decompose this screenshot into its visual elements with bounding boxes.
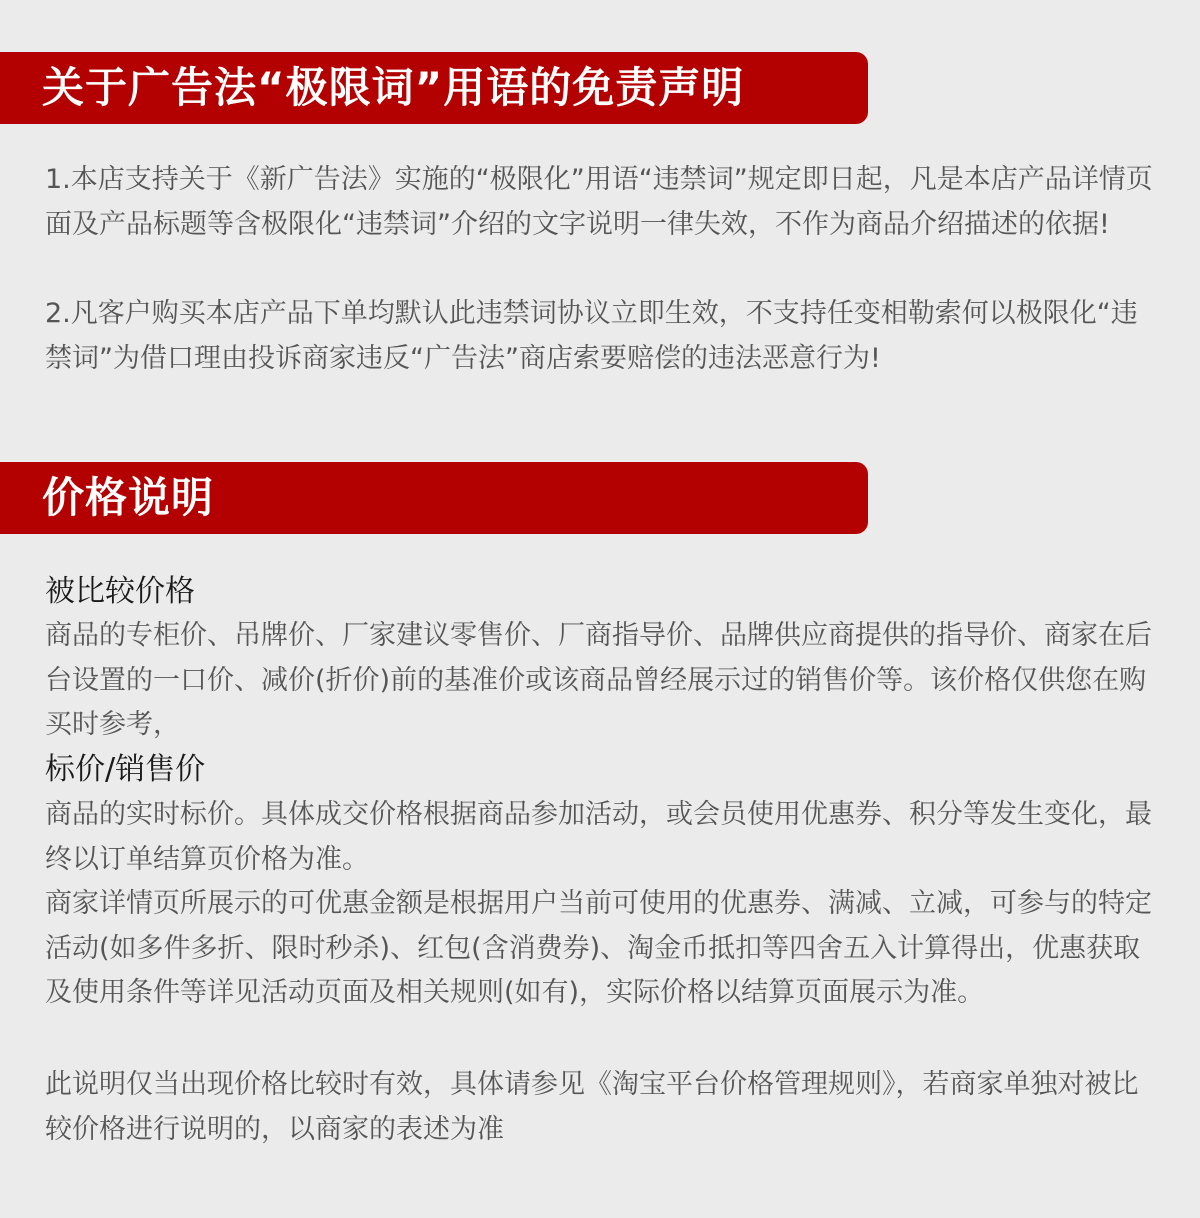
disclaimer-paragraph-2: 2.凡客户购买本店产品下单均默认此违禁词协议立即生效，不支持任变相勒索何以极限化“违禁词”为借口理由投诉商家违反“广告法”商店索要赔偿的违法恶意行为! — [45, 298, 1138, 374]
disclaimer-paragraph-1: 1.本店支持关于《新广告法》实施的“极限化”用语“违禁词”规定即日起，凡是本店产品详情页面及产品标题等含极限化“违禁词”介绍的文字说明一律失效，不作为商品介绍描述的依据! — [45, 164, 1153, 240]
compared-price-heading: 被比较价格 — [45, 574, 195, 609]
disclaimer-banner — [0, 52, 868, 124]
list-price-heading: 标价/销售价 — [45, 752, 206, 787]
compared-price-text: 商品的专柜价、吊牌价、厂家建议零售价、厂商指导价、品牌供应商提供的指导价、商家在后台设置的一口价、减价(折价)前的基准价或该商品曾经展示过的销售价等。该价格仅供您在购买时参考， — [45, 620, 1152, 740]
price-notice-banner — [0, 462, 868, 534]
price-comparison-note: 此说明仅当出现价格比较时有效，具体请参见《淘宝平台价格管理规则》，若商家单独对被比较价格进行说明的，以商家的表述为准 — [45, 1069, 1139, 1145]
list-price-text: 商品的实时标价。具体成交价格根据商品参加活动，或会员使用优惠券、积分等发生变化，最终以订单结算页价格为准。 — [45, 799, 1152, 875]
disclaimer-title: 关于广告法“极限词”用语的免责声明 — [42, 63, 745, 112]
discount-explanation-text: 商家详情页所展示的可优惠金额是根据用户当前可使用的优惠券、满减、立减，可参与的特定活动(如多件多折、限时秒杀)、红包(含消费券)、淘金币抵扣等四舍五入计算得出，优惠获取及使用条件等详见活动页面及相关规则(如有)，实际价格以结算页面展示为准。 — [45, 888, 1152, 1008]
price-notice-title: 价格说明 — [42, 473, 215, 522]
